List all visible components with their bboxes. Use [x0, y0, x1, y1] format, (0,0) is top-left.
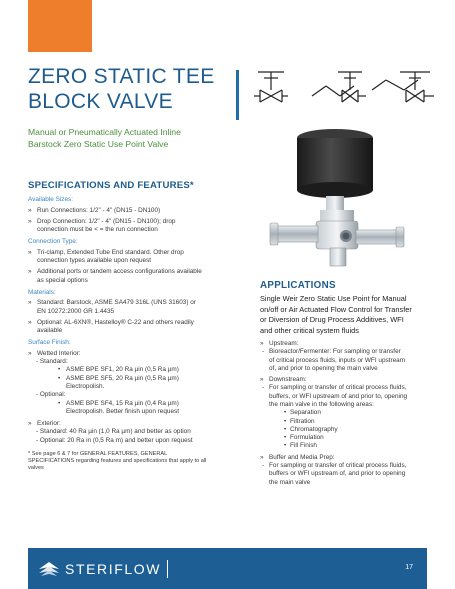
upstream-line-1: Bioreactor/Fermenter: For sampling or transfer	[269, 348, 401, 356]
lead-line-2: on/off or Air Actuated Flow Control for Transfer	[260, 304, 412, 314]
finish-sf4: • ASME BPE SF4, 15 Ra µin (0,4 Ra µm)	[58, 399, 179, 407]
wetted-interior-item: » Wetted Interior:	[28, 350, 246, 358]
tri-clamp-line-1: Tri-clamp, Extended Tube End standard. Other drop	[37, 248, 184, 256]
valve-symbol-pneumatic-icon	[312, 72, 366, 102]
upstream-line-3: of, and prior to opening the main valve	[269, 364, 378, 372]
page-number: 17	[405, 564, 413, 571]
additional-ports-line-1: Additional ports or tandem access configurations available	[37, 268, 202, 276]
optional-material-item	[28, 319, 246, 336]
applications-lead	[260, 294, 440, 336]
lead-line-4: and other critical system fluids	[260, 325, 359, 335]
lead-line-3: or Diversion of Drug Process Additives, WFI	[260, 315, 404, 325]
additional-ports-item	[28, 268, 246, 285]
optional-material-line-2: available	[37, 327, 63, 335]
subtitle-line-2: Barstock Zero Static Use Point Valve	[28, 139, 169, 149]
tri-clamp-item	[28, 249, 246, 266]
finish-sf1: • ASME BPE SF1, 20 Ra µin (0,5 Ra µm)	[58, 366, 179, 374]
materials-label: Materials:	[28, 288, 56, 296]
area-formulation-text: Formulation	[290, 434, 324, 442]
area-filtration-text: Filtration	[290, 417, 315, 425]
lead-line-1: Single Weir Zero Static Use Point for Manual	[260, 294, 407, 304]
area-chromatography: • Chromatography	[284, 425, 338, 433]
valve-symbol-actuated-icon	[372, 72, 434, 102]
available-sizes-label: Available Sizes:	[28, 196, 73, 204]
finish-sf5-text: ASME BPE SF5, 20 Ra µin (0,5 Ra µm)	[66, 374, 179, 382]
footnote-line-1: * See page 6 & 7 for GENERAL FEATURES, GENERAL	[28, 451, 168, 458]
buffer-line-3: the main valve	[269, 478, 311, 486]
title-divider	[236, 70, 239, 120]
page-subtitle	[28, 126, 238, 150]
footnote	[28, 451, 246, 472]
footnote-line-3: valves	[28, 465, 44, 472]
buffer-line-2: buffers or WFI upstream of, and prior to opening	[269, 470, 406, 478]
buffer-text	[260, 462, 440, 487]
upstream-line-2: of critical process fluids, inputs or WFI upstream	[269, 356, 406, 364]
brand-name: STERIFLOW	[65, 561, 162, 577]
area-fill-finish: • Fill Finish	[284, 442, 317, 450]
upstream-item: » Upstream:	[260, 340, 440, 348]
connection-type-label: Connection Type:	[28, 238, 78, 246]
standard-material-line-1: Standard: Barstock, ASME SA479 316L (UNS 31603) or	[37, 299, 196, 307]
finish-sf1-text: ASME BPE SF1, 20 Ra µin (0,5 Ra µm)	[66, 366, 179, 374]
buffer-item: » Buffer and Media Prep:	[260, 454, 440, 462]
drop-connection-line-2: connection must be < = the run connection	[37, 226, 158, 234]
standard-material-item	[28, 299, 246, 316]
exterior-standard: - Standard: 40 Ra µin (1,0 Ra µm) and better as option	[36, 428, 191, 436]
area-fill-finish-text: Fill Finish	[290, 442, 317, 450]
downstream-line-3: the main valve in the following areas:	[269, 401, 374, 408]
footnote-line-2: SPECIFICATIONS regarding features and specifications that apply to all	[28, 458, 207, 465]
steriflow-logo	[38, 558, 168, 580]
page-title-line-2: BLOCK VALVE	[28, 90, 173, 113]
applications-heading: APPLICATIONS	[260, 280, 336, 291]
area-formulation: • Formulation	[284, 434, 324, 442]
exterior-optional: - Optional: 20 Ra in (0,5 Ra m) and better upon request	[36, 436, 193, 444]
steriflow-logo-icon	[38, 561, 60, 577]
subtitle-line-1: Manual or Pneumatically Actuated Inline	[28, 127, 181, 137]
exterior-item: » Exterior:	[28, 420, 246, 428]
finish-sf5: • ASME BPE SF5, 20 Ra µin (0,5 Ra µm)	[58, 374, 179, 382]
page-title	[28, 64, 238, 114]
valve-symbols	[254, 66, 444, 106]
specifications-heading: SPECIFICATIONS AND FEATURES*	[28, 180, 194, 191]
finish-sf4-text: ASME BPE SF4, 15 Ra µin (0,4 Ra µm)	[66, 399, 179, 407]
wetted-optional-label: - Optional:	[36, 391, 66, 399]
downstream-item: » Downstream:	[260, 376, 440, 384]
standard-material-line-2: EN 10272:2000 GR 1.4435	[37, 307, 115, 315]
run-connections-item: » Run Connections: 1/2" - 4" (DN15 - DN100)	[28, 207, 246, 215]
area-filtration: • Filtration	[284, 417, 315, 425]
product-photo-valve	[250, 128, 420, 278]
drop-connection-item	[28, 218, 246, 235]
area-chromatography-text: Chromatography	[290, 425, 338, 433]
upstream-text	[260, 348, 440, 373]
page-title-line-1: ZERO STATIC TEE	[28, 65, 215, 88]
sf4-note: Electropolish. Better finish upon request	[66, 407, 179, 415]
tri-clamp-line-2: connection types available upon request	[37, 257, 152, 265]
orange-accent-tab	[28, 0, 92, 52]
electropolish-note: Electropolish.	[66, 382, 105, 390]
additional-ports-line-2: as special options	[37, 276, 88, 284]
area-separation-text: Separation	[290, 409, 321, 417]
wetted-standard-label: - Standard:	[36, 358, 68, 366]
applications-section	[260, 282, 440, 487]
downstream-text	[260, 384, 440, 409]
specifications-section	[28, 182, 246, 472]
buffer-line-1: For sampling or transfer of critical process fluids,	[269, 462, 407, 470]
downstream-line-1: For sampling or transfer of critical process fluids,	[269, 384, 407, 392]
drop-connection-line-1: Drop Connection: 1/2" - 4" (DN15 - DN100); drop	[37, 217, 176, 225]
logo-divider	[167, 560, 168, 578]
downstream-line-2: buffers, or WFI upstream of and prior to, opening	[269, 392, 408, 400]
area-separation: • Separation	[284, 409, 321, 417]
surface-finish-label: Surface Finish:	[28, 339, 71, 347]
optional-material-line-1: Optional: AL-6XN®, Hastelloy® C-22 and others readily	[37, 318, 194, 326]
page-footer	[28, 548, 427, 589]
valve-symbol-manual-icon	[254, 72, 288, 102]
